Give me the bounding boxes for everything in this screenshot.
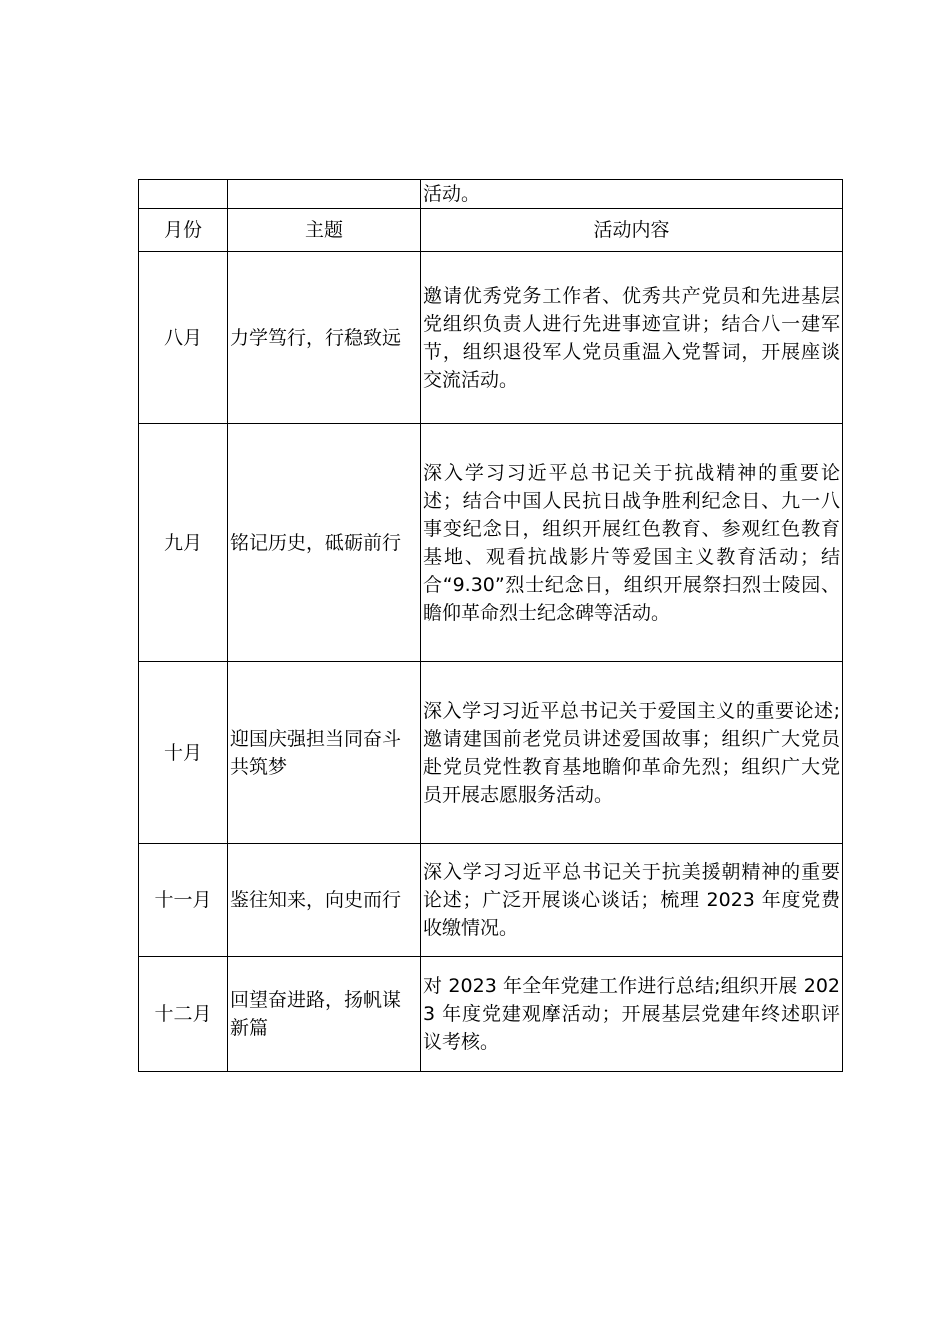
table-row: [139, 957, 843, 1072]
content-cell: 深入学习习近平总书记关于抗美援朝精神的重要论述；广泛开展谈心谈话；梳理 2023 年度党费收缴情况。: [421, 844, 843, 957]
continuation-theme-cell: [228, 180, 421, 209]
table-row-continuation: [139, 180, 843, 209]
table-header-row: [139, 209, 843, 252]
header-month: 月份: [139, 209, 228, 252]
month-cell: 八月: [139, 252, 228, 424]
month-cell: 十二月: [139, 957, 228, 1072]
table-row: [139, 662, 843, 844]
theme-cell: 回望奋进路，扬帆谋新篇: [228, 957, 421, 1072]
month-cell: 十月: [139, 662, 228, 844]
theme-cell: 鉴往知来，向史而行: [228, 844, 421, 957]
content-cell: 深入学习习近平总书记关于爱国主义的重要论述;邀请建国前老党员讲述爱国故事；组织广大党员赴党员党性教育基地瞻仰革命先烈；组织广大党员开展志愿服务活动。: [421, 662, 843, 844]
content-cell: 对 2023 年全年党建工作进行总结;组织开展 2023 年度党建观摩活动；开展基层党建年终述职评议考核。: [421, 957, 843, 1072]
content-cell: 邀请优秀党务工作者、优秀共产党员和先进基层党组织负责人进行先进事迹宣讲；结合八一建军节，组织退役军人党员重温入党誓词，开展座谈交流活动。: [421, 252, 843, 424]
month-cell: 九月: [139, 424, 228, 662]
table-row: [139, 252, 843, 424]
continuation-content-cell: 活动。: [421, 180, 843, 209]
activity-plan-table: [138, 179, 843, 1072]
theme-cell: 铭记历史，砥砺前行: [228, 424, 421, 662]
continuation-month-cell: [139, 180, 228, 209]
theme-cell: 力学笃行，行稳致远: [228, 252, 421, 424]
header-content: 活动内容: [421, 209, 843, 252]
content-cell: 深入学习习近平总书记关于抗战精神的重要论述；结合中国人民抗日战争胜利纪念日、九一八事变纪念日，组织开展红色教育、参观红色教育基地、观看抗战影片等爱国主义教育活动；结合“9.30”烈士纪念日，组织开展祭扫烈士陵园、瞻仰革命烈士纪念碑等活动。: [421, 424, 843, 662]
header-theme: 主题: [228, 209, 421, 252]
month-cell: 十一月: [139, 844, 228, 957]
theme-cell: 迎国庆强担当同奋斗共筑梦: [228, 662, 421, 844]
table-row: [139, 844, 843, 957]
table-row: [139, 424, 843, 662]
